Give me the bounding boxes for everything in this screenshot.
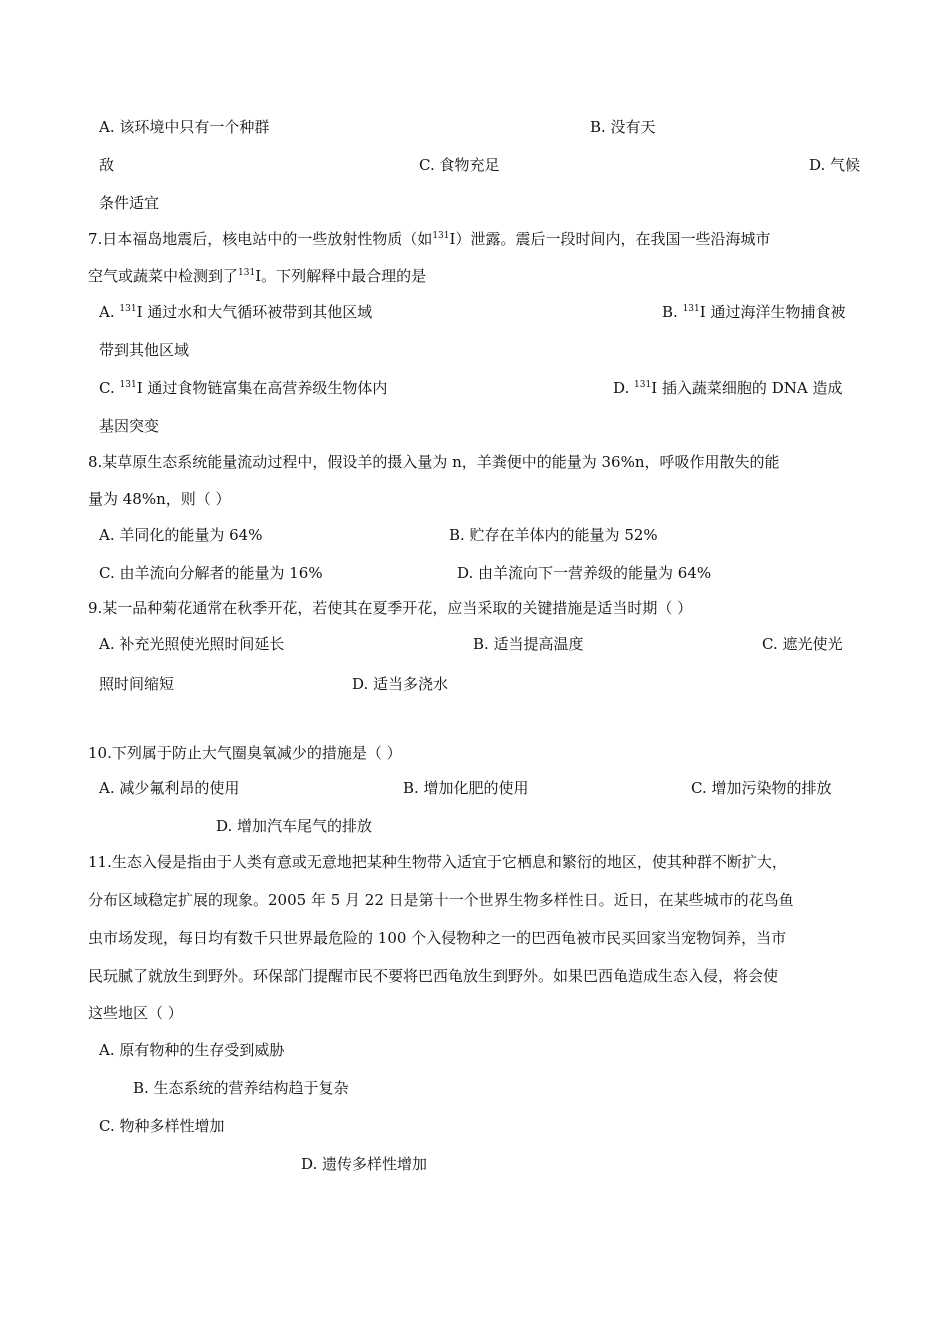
q11-option-c: C. 物种多样性增加 [99,1117,225,1135]
q6-option-d-continued: 条件适宜 [99,194,160,212]
q9-option-a: A. 补充光照使光照时间延长 [99,635,285,653]
q9-option-b: B. 适当提高温度 [473,635,584,653]
q9-stem: 9.某一品种菊花通常在秋季开花，若使其在夏季开花，应当采取的关键措施是适当时期（ ） [88,599,693,617]
q7-stem-line2: 空气或蔬菜中检测到了$^{131}$I。下列解释中最合理的是 [88,267,427,285]
q6-option-a: A. 该环境中只有一个种群 [99,118,270,136]
q6-option-c: C. 食物充足 [419,156,500,174]
q11-stem-line5: 这些地区（ ） [88,1004,183,1022]
q8-option-a: A. 羊同化的能量为 64% [99,526,263,544]
q8-option-c: C. 由羊流向分解者的能量为 16% [99,564,323,582]
q10-option-a: A. 减少氟利昂的使用 [99,779,240,797]
q10-option-b: B. 增加化肥的使用 [403,779,529,797]
q10-option-d: D. 增加汽车尾气的排放 [216,817,373,835]
q9-option-c: C. 遮光使光 [762,635,843,653]
q10-stem: 10.下列属于防止大气圈臭氧减少的措施是（ ） [88,744,402,762]
q9-option-d: D. 适当多浇水 [352,675,449,693]
q9-option-c-continued: 照时间缩短 [99,675,175,693]
q7-option-a: A. $^{131}$I 通过水和大气循环被带到其他区域 [99,303,373,321]
q7-option-d: D. $^{131}$I 插入蔬菜细胞的 DNA 造成 [613,379,843,397]
q7-option-b-continued: 带到其他区域 [99,341,190,359]
q11-stem-line1: 11.生态入侵是指由于人类有意或无意地把某种生物带入适宜于它栖息和繁衍的地区，使其种群不断扩大， [88,853,787,871]
q7-option-c: C. $^{131}$I 通过食物链富集在高营养级生物体内 [99,379,388,397]
q10-option-c: C. 增加污染物的排放 [691,779,832,797]
q11-option-d: D. 遗传多样性增加 [301,1155,428,1173]
q6-option-b-continued: 敌 [99,156,115,174]
q11-stem-line4: 民玩腻了就放生到野外。环保部门提醒市民不要将巴西龟放生到野外。如果巴西龟造成生态入侵，将会使 [88,967,779,985]
q11-option-b: B. 生态系统的营养结构趋于复杂 [133,1079,349,1097]
q7-option-b: B. $^{131}$I 通过海洋生物捕食被 [662,303,846,321]
q7-stem-line1: 7.日本福岛地震后，核电站中的一些放射性物质（如$^{131}$I）泄露。震后一段时间内，在我国一些沿海城市 [88,230,771,248]
q8-option-d: D. 由羊流向下一营养级的能量为 64% [457,564,712,582]
q7-option-d-continued: 基因突变 [99,417,160,435]
q6-option-d: D. 气候 [809,156,861,174]
q8-option-b: B. 贮存在羊体内的能量为 52% [449,526,658,544]
q6-option-b: B. 没有天 [590,118,656,136]
q11-stem-line3: 虫市场发现，每日均有数千只世界最危险的 100 个入侵物种之一的巴西龟被市民买回家当宠物饲养，当市 [88,929,787,947]
q8-stem-line2: 量为 48%n，则（ ） [88,490,231,508]
q11-option-a: A. 原有物种的生存受到威胁 [99,1041,285,1059]
q8-stem-line1: 8.某草原生态系统能量流动过程中，假设羊的摄入量为 n，羊粪便中的能量为 36%n，呼吸作用散失的能 [88,453,780,471]
q11-stem-line2: 分布区域稳定扩展的现象。2005 年 5 月 22 日是第十一个世界生物多样性日。近日，在某些城市的花鸟鱼 [88,891,794,909]
